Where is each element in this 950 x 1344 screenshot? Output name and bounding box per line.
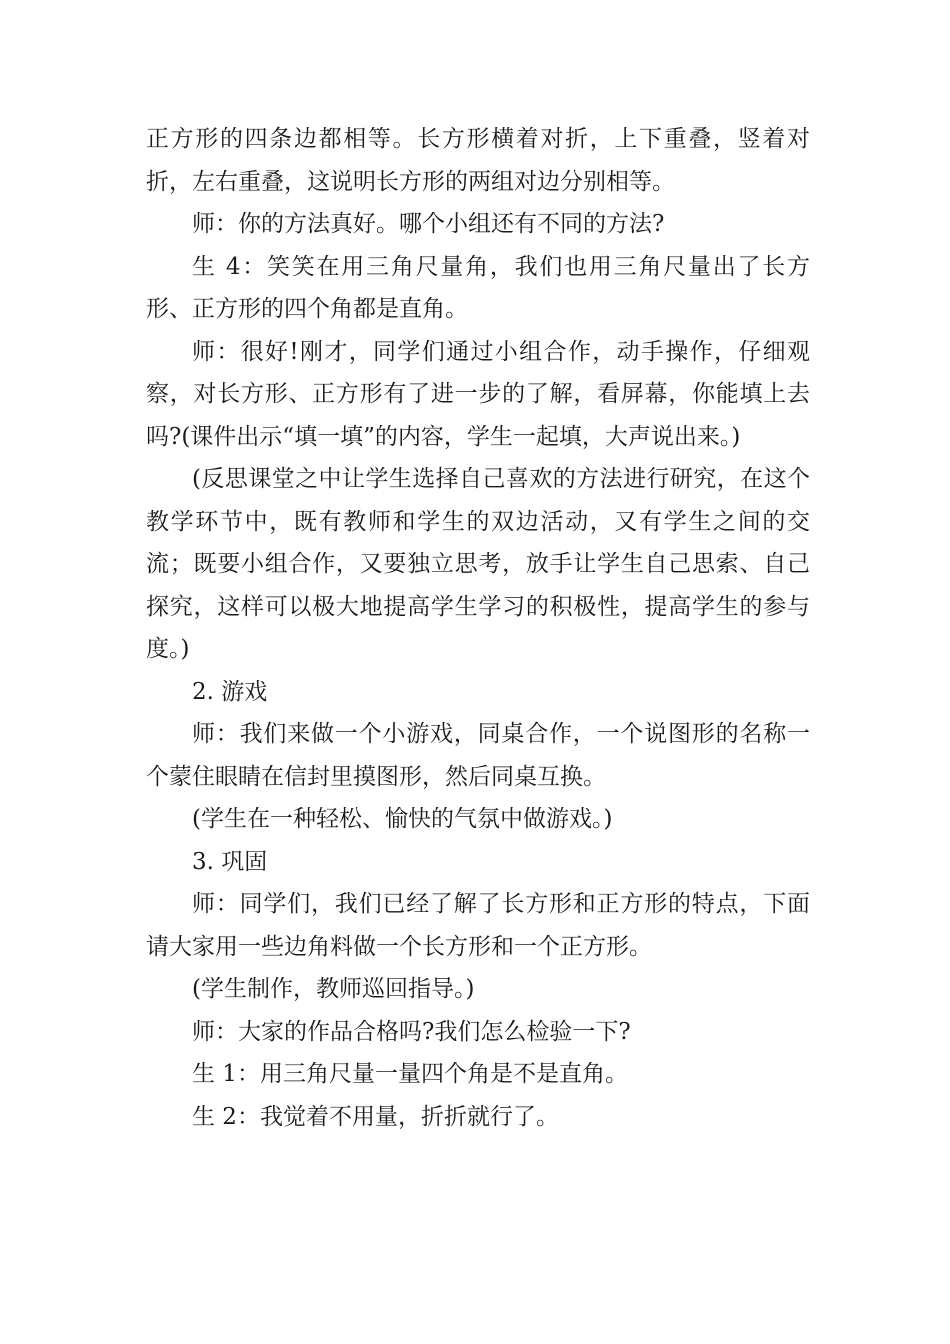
paragraph-10: 师：同学们，我们已经了解了长方形和正方形的特点，下面请大家用一些边角料做一个长方形和一个正方形。 — [146, 891, 810, 960]
paragraph-11: (学生制作，教师巡回指导。) — [192, 976, 475, 1002]
paragraph-13: 生 1：用三角尺量一量四个角是不是直角。 — [192, 1061, 628, 1087]
paragraph-3: 生 4：笑笑在用三角尺量角，我们也用三角尺量出了长方形、正方形的四个角都是直角。 — [146, 253, 810, 322]
paragraph-14: 生 2：我觉着不用量，折折就行了。 — [192, 1103, 559, 1130]
section-heading-consolidate: 3. 巩固 — [192, 848, 268, 875]
section-heading-game: 2. 游戏 — [192, 678, 268, 705]
document-body — [146, 118, 810, 1138]
paragraph-5: (反思课堂之中让学生选择自己喜欢的方法进行研究，在这个教学环节中，既有教师和学生的双边活动，又有学生之间的交流；既要小组合作，又要独立思考，放手让学生自己思索、自己探究，这样可以极大地提高学生学习的积极性，提高学生的参与度。) — [146, 466, 810, 662]
paragraph-8: (学生在一种轻松、愉快的气氛中做游戏。) — [192, 806, 613, 832]
paragraph-1: 正方形的四条边都相等。长方形横着对折，上下重叠，竖着对折，左右重叠，这说明长方形的两组对边分别相等。 — [146, 126, 810, 195]
paragraph-2: 师：你的方法真好。哪个小组还有不同的方法? — [192, 211, 665, 237]
paragraph-7: 师：我们来做一个小游戏，同桌合作，一个说图形的名称一个蒙住眼睛在信封里摸图形，然后同桌互换。 — [146, 721, 810, 790]
paragraph-4: 师：很好!刚才，同学们通过小组合作，动手操作，仔细观察，对长方形、正方形有了进一步的了解，看屏幕，你能填上去吗?(课件出示“填一填”的内容，学生一起填，大声说出来。) — [146, 338, 810, 450]
paragraph-12: 师：大家的作品合格吗?我们怎么检验一下? — [192, 1018, 631, 1045]
